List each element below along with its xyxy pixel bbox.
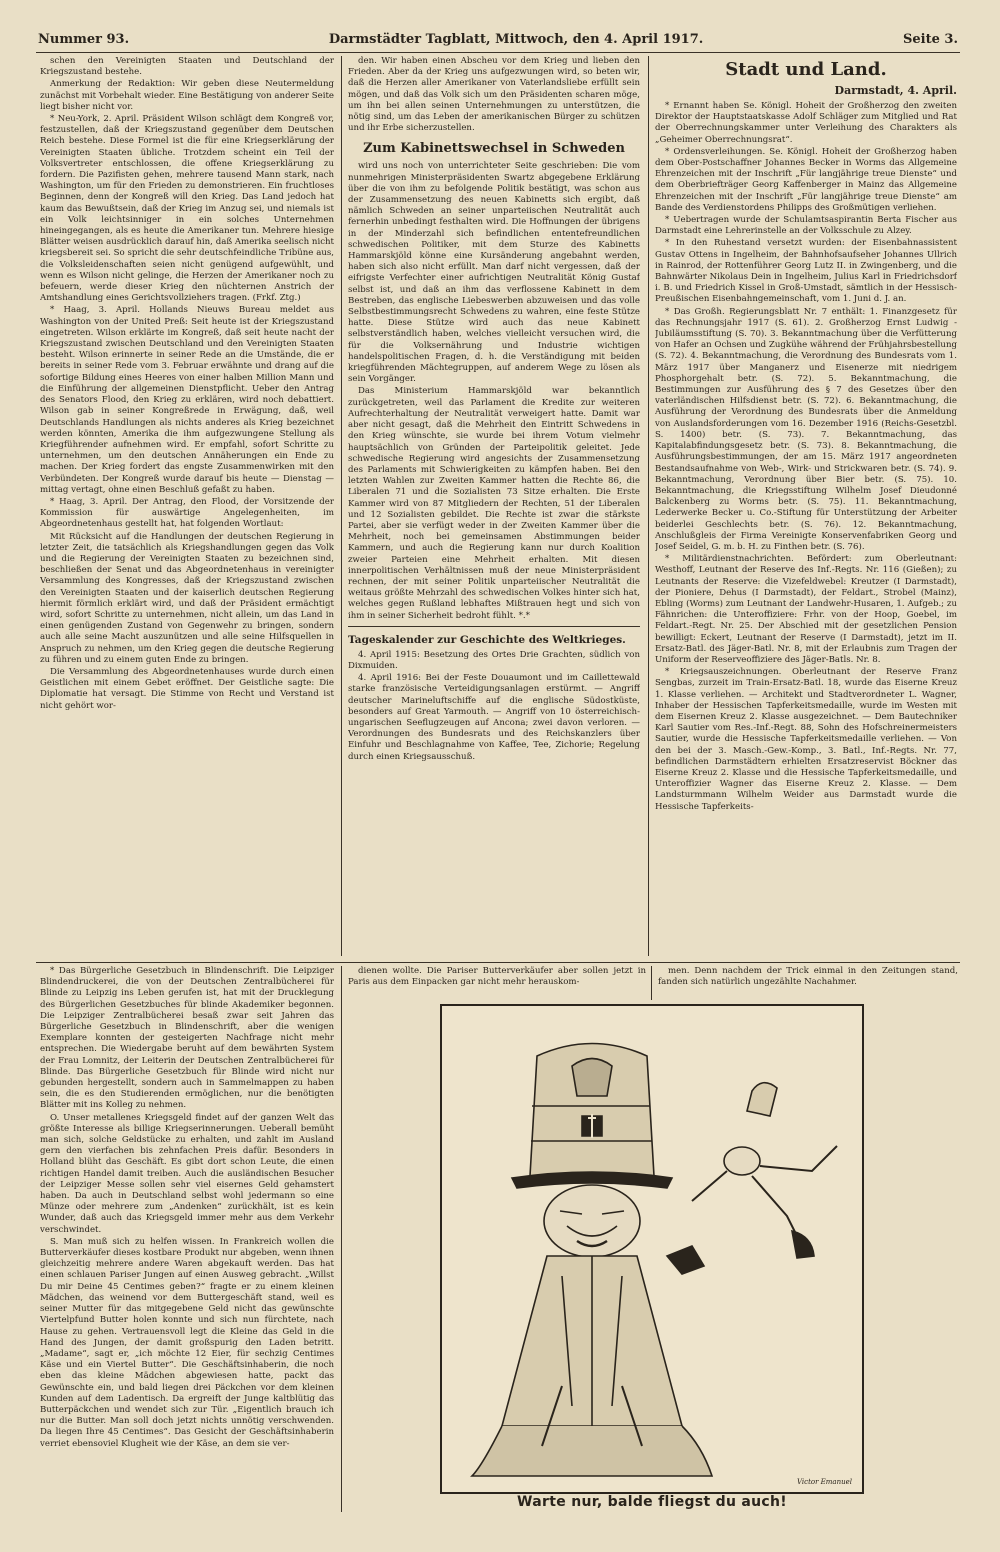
column-divider-2: [648, 56, 649, 956]
local-news-paragraph: * Ernannt haben Se. Königl. Hoheit der Großherzog den zweiten Direktor der Hauptstaatskasse Adolf Schläger zum Mitglied und Rat der Oberrechnungskammer unter Verleihung des Charakters als „Geheimer Oberrechnungsrat“.: [655, 101, 957, 145]
column-divider-1: [341, 56, 342, 956]
usa-news-paragraph: schen den Vereinigten Staaten und Deutschland der Kriegszustand bestehe.: [40, 56, 334, 78]
local-news-paragraph: * Kriegsauszeichnungen. Oberleutnant der Reserve Franz Sengbas, zurzeit im Train-Ersatz-Batl. 18, wurde das Eiserne Kreuz 1. Klasse verliehen. — Architekt und Stadtverordneter L. Wagner, Inhaber der Hessischen Tapferkeitsmedaille, wurde im Westen mit dem Eisernen Kreuz 2. Klasse ausgezeichnet. — Dem Bautechniker Karl Sautier vom Res.-Inf.-Regt. 88, Sohn des Hofschreinermeisters Sautier, wurde die Hessische Tapferkeitsmedaille verliehen. — Von den bei der 3. Masch.-Gew.-Komp., 3. Batl., Inf.-Regts. Nr. 77, befindlichen Darmstädtern erhielten Ersatzreservist Böckner das Eiserne Kreuz 2. Klasse und die Hessische Tapferkeitsmedaille, und Unteroffizier Wagner das Eiserne Kreuz 2. Klasse. — Dem Landsturmmann Wilhelm Weider aus Darmstadt wurde die Hessische Tapferkeits-: [655, 667, 957, 812]
feuilleton-paragraph: S. Man muß sich zu helfen wissen. In Frankreich wollen die Butterverkäufer dieses kostbare Produkt nur abgeben, wenn ihnen gleichzeitig mehrere andere Waren abgekauft werden. Das hat einen schlauen Pariser Jungen auf einen Ausweg gebracht. „Willst Du mir Deine 45 Centimes geben?“ fragte er zu einem kleinen Mädchen, das weinend vor dem Buttergeschäft stand, weil es seiner Mutter für das mitgegebene Geld nicht das gewünschte Viertelpfund Butter holen konnte und sich nun fürchtete, nach Hause zu gehen. Vertrauensvoll legt die Kleine das Geld in die Hand des Jungen, der damit großspurig den Laden betritt. „Madame“, sagt er, „ich möchte 12 Eier, für sechzig Centimes Käse und ein Viertel Butter“. Die Geschäftsinhaberin, die noch eben das kleine Mädchen abgewiesen hatte, packt das Gewünschte ein, und bald liegen drei Päckchen vor dem kleinen Kunden auf dem Ladentisch. Da ergreift der Junge kaltblütig das Butterpäckchen und wendet sich zur Tür. „Eigentlich brauch ich nur die Butter. Man soll doch jetzt nichts unnötig verschwenden. Da liegen Ihre 45 Centimes“. Das Gesicht der Geschäftsinhaberin verriet ebensoviel Klugheit wie der Käse, an dem sie ver-: [40, 1236, 334, 1449]
usa-news-paragraph: * Haag, 3. April. Der Antrag, den Flood, der Vorsitzende der Kommission für auswärtige Angelegenheiten, im Abgeordnetenhaus gestellt hat, hat folgenden Wortlaut:: [40, 496, 334, 530]
local-news-paragraph: * Das Großh. Regierungsblatt Nr. 7 enthält: 1. Finanzgesetz für das Rechnungsjahr 1917 (S. 61). 2. Großherzog Ernst Ludwig - Jubiläumsstiftung (S. 70). 3. Bekanntmachung über die Verfütterung von Hafer an Ochsen und Zugkühe während der Frühjahrsbestellung (S. 72). 4. Bekanntmachung, die Verordnung des Bundesrats vom 1. März 1917 über Manganerz und Eisenerze mit niedrigem Phosphorgehalt betr. (S. 72). 5. Bekanntmachung, die Bestimmungen zur Ausführung des § 7 des Gesetzes über den vaterländischen Hilfsdienst betr. (S. 72). 6. Bekanntmachung, die Ausführung der Verordnung des Bundesrats über die Anmeldung von Auslandsforderungen vom 16. Dezember 1916 (Reichs-Gesetzbl. S. 1400) betr. (S. 73). 7. Bekanntmachung, das Kapitalabfindungsgesetz betr. (S. 73). 8. Bekanntmachung, die Ausführungsbestimmungen, der am 15. März 1917 angeordneten Bestandsaufnahme von Web-, Wirk- und Strickwaren betr. (S. 74). 9. Bekanntmachung, Verordnung über Bier betr. (S. 75). 10. Bekanntmachung, die Kriegsstiftung Wilhelm Josef Dieudonné Balckenberg zu Worms betr. (S. 75). 11. Bekanntmachung, Lederwerke Becker u. Co.-Stiftung für Unterstützung der Arbeiter beiderlei Geschlechts betr. (S. 76). 12. Bekanntmachung, Anschlußgleis der Firma Vereinigte Konservenfabriken Georg und Josef Seidel, G. m. b. H. zu Finthen betr. (S. 76).: [655, 306, 957, 552]
masthead-rule: [36, 52, 960, 53]
issue-number: Nummer 93.: [38, 31, 130, 47]
feuilleton-end-paragraph: men. Denn nachdem der Trick einmal in den Zeitungen stand, fanden sich natürlich ungezählte Nachahmer.: [658, 966, 958, 988]
usa-news-paragraph: Die Versammlung des Abgeordnetenhauses wurde durch einen Geistlichen mit einem Gebet eröffnet. Der Geistliche sagte: Die Diplomatie hat versagt. Die Stimme von Recht und Verstand ist nicht gehört wor-: [40, 666, 334, 711]
page-number: Seite 3.: [903, 31, 958, 47]
sweden-article-paragraph: wird uns noch von unterrichteter Seite geschrieben: Die vom nunmehrigen Ministerpräsidenten Swartz abgegebene Erklärung über die von ihm zu befolgende Politik bestätigt, was schon aus der Zusammensetzung des neuen Kabinetts sich ergibt, daß nämlich Schweden an seiner unparteiischen Neutralität auch fernerhin unbedingt festhalten wird. Die Hoffnungen der übrigens in der Minderzahl sich befindlichen ententefreundlichen schwedischen Politiker, mit dem Sturze des Kabinetts Hammarskjöld könne eine Kursänderung angebahnt werden, haben sich also nicht erfüllt. Man darf nicht vergessen, daß der eifrigste Verfechter einer aufrichtigen Neutralität König Gustaf selbst ist, und daß an ihm das verflossene Kabinett in dem Bestreben, das englische Liebeswerben abzuweisen und das volle Selbstbestimmungsrecht Schwedens zu wahren, eine feste Stütze hatte. Diese Stütze wird auch das neue Kabinett selbstverständlich haben, welches vielleicht versuchen wird, die für die Volksernährung und Industrie wichtigen handelspolitischen Fragen, d. h. die Verständigung mit beiden kriegführenden Mächtegruppen, auf anderem Wege zu lösen als sein Vorgänger.: [348, 161, 640, 385]
usa-news-paragraph: * Neu-York, 2. April. Präsident Wilson schlägt dem Kongreß vor, festzustellen, daß der Kriegszustand gegenüber dem Deutschen Reich bestehe. Diese Formel ist die für eine Kriegserklärung der Vereinigten Staaten übliche. Trotzdem scheint ein Teil der Volksvertreter entschlossen, die offene Kriegserklärung zu fordern. Die Pazifisten gehen, mehrere tausend Mann stark, nach Washington, um für den Frieden zu demonstrieren. Ein fruchtloses Beginnen, denn der Kongreß will den Krieg. Das Land jedoch hat kaum das Bewußtsein, daß der Krieg im Anzug sei, und niemals ist ein Volk leichtsinniger in ein solches Unternehmen hineingegangen, als es heute die Amerikaner tun. Mehrere hiesige Blätter weisen ausdrücklich darauf hin, daß Amerika seelisch nicht kriegsbereit sei. So spricht die sehr deutschfeindliche Tribüne aus, die Volksleidenschaften seien nicht genügend aufgewühlt, und wenn es Wilson nicht gelinge, die Herzen der Amerikaner noch zu befeuern, werde dieser Krieg den nüchternen Anstrich der Amtshandlung eines Gerichtsvollziehers tragen. (Frkf. Ztg.): [40, 114, 334, 304]
column-stadt-und-land: [655, 56, 957, 956]
section-rule: [36, 962, 960, 963]
column-sweden: [348, 56, 640, 956]
column-divider-4: [651, 966, 652, 1000]
feuilleton-paragraph: O. Unser metallenes Kriegsgeld findet auf der ganzen Welt das größte Interesse als billige Kriegserinnerungen. Ueberall bemüht man sich, solche Geldstücke zu erhalten, und zahlt im Ausland gern den vierfachen bis zehnfachen Preis dafür. Besonders in Holland blüht das Geschäft. Es gibt dort schon Leute, die einen richtigen Handel damit treiben. Auch die ausländischen Besucher der Leipziger Messe sollen sehr viel eisernes Geld gehamstert haben. Da auch in Deutschland selbst wohl jedermann so eine Münze oder mehrere zum „Andenken“ zurückhält, ist es kein Wunder, daß auch das Kriegsgeld immer mehr aus dem Verkehr verschwindet.: [40, 1112, 334, 1235]
column-news-usa: [40, 56, 334, 956]
cartoon-caption: Warte nur, balde fliegst du auch!: [517, 1494, 787, 1510]
usa-news-paragraph: Anmerkung der Redaktion: Wir geben diese Neutermeldung zunächst mit Vorbehalt wieder. Eine Bestätigung von anderer Seite liegt bisher nicht vor.: [40, 79, 334, 112]
calendar-entry-paragraph: 4. April 1916: Bei der Feste Douaumont und im Caillettewald starke französische Verteidigungsanlagen erstürmt. — Angriff deutscher Marineluftschiffe auf die englische Südostküste, besonders auf Great Yarmouth. — Angriff von 10 österreichisch-ungarischen Seeflugzeugen auf Ancona; zwei davon verloren. — Verordnungen des Bundesrats und des Reichskanzlers über Einfuhr und Beschlagnahme von Kaffee, Tee, Zichorie; Regelung durch einen Kriegsausschuß.: [348, 673, 640, 762]
local-news-paragraph: * In den Ruhestand versetzt wurden: der Eisenbahnassistent Gustav Ottens in Ingelheim, der Bahnhofsaufseher Johannes Ullrich in Rainrod, der Rottenführer Georg Lutz II. in Zwingenberg, und die Bahnwärter Nikolaus Dein in Ingelheim, Julius Karl in Friedrichsdorf i. B. und Friedrich Kissel in Groß-Umstadt, sämtlich in der Hessisch-Preußischen Eisenbahngemeinschaft, vom 1. Juni d. J. an.: [655, 238, 957, 305]
cartoon-signature: Victor Emanuel: [796, 1478, 852, 1486]
cartoon-drawing: [442, 1006, 862, 1492]
column-feuilleton-end: [658, 966, 958, 1000]
usa-news-continued-paragraph: den. Wir haben einen Abscheu vor dem Krieg und lieben den Frieden. Aber da der Krieg uns aufgezwungen wird, so beten wir, daß die Herzen aller Amerikaner von Vaterlandsliebe erfüllt sein mögen, und daß das Volk sich um den Präsidenten scharen möge, um ihn bei allen seinen Unternehmungen zu unterstützen, die nötig sind, um das Leben der amerikanischen Bürger zu schützen und ihr Erbe sicherzustellen.: [348, 56, 640, 134]
calendar-rule: [348, 626, 640, 627]
usa-news-paragraph: * Haag, 3. April. Hollands Nieuws Bureau meldet aus Washington von der United Preß: Seit heute ist der Kriegszustand eingetreten. Wilson erklärte im Kongreß, daß seit heute nacht der Kriegszustand zwischen Deutschland und den Vereinigten Staaten besteht. Wilson erinnerte in seiner Rede an die Umstände, die er bereits in seiner Rede vom 3. Februar erwähnte und drang auf die sofortige Bildung eines Heeres von einer halben Million Mann und die Einführung der allgemeinen Dienstpflicht. Ueber den Antrag des Senators Flood, den Krieg zu erklären, wird noch debattiert. Wilson gab in seiner Kongreßrede in Erwägung, daß, weil Deutschlands Handlungen als nichts anderes als Krieg bezeichnet werden könnten, Amerika die ihm aufgezwungene Stellung als Kriegführender aufnehmen wird. Er empfahl, sofort Schritte zu unternehmen, um den deutschen Annäherungen ein Ende zu machen. Der Krieg fordert das engste Zusammenwirken mit den Verbündeten. Der Kongreß wurde darauf bis heute — Dienstag — mittag vertagt, ohne einen Beschluß gefaßt zu haben.: [40, 305, 334, 495]
local-news-paragraph: * Militärdienstnachrichten. Befördert: zum Oberleutnant: Westhoff, Leutnant der Reserve des Inf.-Regts. Nr. 116 (Gießen); zu Leutnants der Reserve: die Vizefeldwebel: Kreutzer (I Darmstadt), der Pioniere, Dehus (I Darmstadt), der Feldart., Strobel (Mainz), Ebling (Worms) zum Leutnant der Landwehr-Husaren, 1. Aufgeb.; zu Fähnrichen: die Unteroffiziere: Frhr. von der Hoop, Goebel, im Feldart.-Regt. Nr. 25. Der Abschied mit der gesetzlichen Pension bewilligt: Eckert, Leutnant der Reserve (I Darmstadt), jetzt im II. Ersatz-Batl. des Jäger-Batl. Nr. 8, mit der Erlaubnis zum Tragen der Uniform der Reserveoffiziere des Jäger-Batls. Nr. 8.: [655, 554, 957, 665]
feuilleton-continued-paragraph: dienen wollte. Die Pariser Butterverkäufer aber sollen jetzt in Paris aus dem Einpacken gar nicht mehr herauskom-: [348, 966, 646, 988]
calendar-entry-paragraph: 4. April 1915: Besetzung des Ortes Drie Grachten, südlich von Dixmuiden.: [348, 649, 640, 671]
masthead: [38, 28, 958, 50]
column-feuilleton: [40, 966, 334, 1512]
column-feuilleton-continued: [348, 966, 646, 1000]
usa-news-paragraph: Mit Rücksicht auf die Handlungen der deutschen Regierung in letzter Zeit, die tatsächlich als Kriegshandlungen gegen das Volk und die Regierung der Vereinigten Staaten zu bezeichnen sind, beschließen der Senat und das Abgeordnetenhaus in vereinigter Versammlung des Kongresses, daß der Kriegszustand zwischen den Vereinigten Staaten und der kaiserlich deutschen Regierung hiermit förmlich erklärt wird, und daß der Präsident ermächtigt wird, sofort Schritte zu unternehmen, nicht allein, um das Land in einen genügenden Zustand von Gegenwehr zu bringen, sondern auch alle seine Macht auszunützen und alle seine Hilfsquellen in Anspruch zu nehmen, um den Krieg gegen die deutsche Regierung zu führen und zu einem guten Ende zu bringen.: [40, 531, 334, 665]
newspaper-title: Darmstädter Tagblatt, Mittwoch, den 4. April 1917.: [328, 31, 704, 47]
sweden-article-paragraph: Das Ministerium Hammarskjöld war bekanntlich zurückgetreten, weil das Parlament die Kredite zur weiteren Aufrechterhaltung der Neutralität verweigert hatte. Damit war aber nicht gesagt, daß die Mehrheit den Eintritt Schwedens in den Krieg wünschte, sie wurde bei ihrem Votum vielmehr hauptsächlich von Gründen der Parteipolitik geleitet. Jede schwedische Regierung wird angesichts der Zusammensetzung des Parlaments mit Schwierigkeiten zu kämpfen haben. Bei den letzten Wahlen zur Zweiten Kammer hatten die Rechte 86, die Liberalen 71 und die Sozialisten 73 Sitze erhalten. Die Erste Kammer wird von 87 Mitgliedern der Rechten, 51 der Liberalen und 12 Sozialisten gebildet. Die Rechte ist zwar die stärkste Partei, aber sie verfügt weder in der Zweiten Kammer über die Mehrheit, noch bei gemeinsamen Abstimmungen beider Kammern, und auch die Regierung kann nur durch Koalition zweier Parteien eine Mehrheit erhalten. Mit diesen innerpolitischen Verhältnissen muß der neue Ministerpräsident rechnen, der mit seiner Politik unparteiischer Neutralität die weitaus größte Mehrzahl des schwedischen Volkes hinter sich hat, welches gegen Rußland lebhaftes Mißtrauen hegt und sich von ihm in seiner Sicherheit bedroht fühlt. *.*: [348, 386, 640, 621]
column-divider-3: [341, 966, 342, 1512]
political-cartoon: [440, 1004, 864, 1494]
dateline: Darmstadt, 4. April.: [834, 84, 957, 97]
section-heading-stadt-und-land: Stadt und Land.: [725, 59, 887, 80]
local-news-paragraph: * Uebertragen wurde der Schulamtsaspirantin Berta Fischer aus Darmstadt eine Lehrerinstelle an der Volksschule zu Alzey.: [655, 215, 957, 237]
calendar-heading: Tageskalender zur Geschichte des Weltkrieges.: [348, 633, 626, 646]
article-heading-sweden: Zum Kabinettswechsel in Schweden: [363, 141, 625, 157]
feuilleton-paragraph: * Das Bürgerliche Gesetzbuch in Blindenschrift. Die Leipziger Blindendruckerei, die von der Deutschen Zentralbücherei für Blinde zu Leipzig ins Leben gerufen ist, hat mit der Drucklegung des Bürgerlichen Gesetzbuches für blinde Akademiker begonnen. Die Leipziger Zentralbücherei besaß zwar seit Jahren das Bürgerliche Gesetzbuch in Blindenschrift, aber die wenigen Exemplare konnten der gesteigerten Nachfrage nicht mehr entsprechen. Die Wiedergabe beruht auf dem bewährten System der Frau Lomnitz, der Leiterin der Deutschen Zentralbücherei für Blinde. Das Bürgerliche Gesetzbuch für Blinde wird nicht nur gebunden hergestellt, sondern auch in Sammelmappen zu haben sein, die es den Studierenden ermöglichen, nur die benötigten Blätter mit ins Kolleg zu nehmen.: [40, 966, 334, 1111]
local-news-paragraph: * Ordensverleihungen. Se. Königl. Hoheit der Großherzog haben dem Ober-Postschaffner Johannes Becker in Worms das Allgemeine Ehrenzeichen mit der Inschrift „Für langjährige treue Dienste“ und dem Oberbriefträger Georg Kaffenberger in Mainz das Allgemeine Ehrenzeichen mit der Inschrift „Für langjährige treue Dienste“ am Bande des Verdienstordens Philipps des Großmütigen verliehen.: [655, 146, 957, 213]
